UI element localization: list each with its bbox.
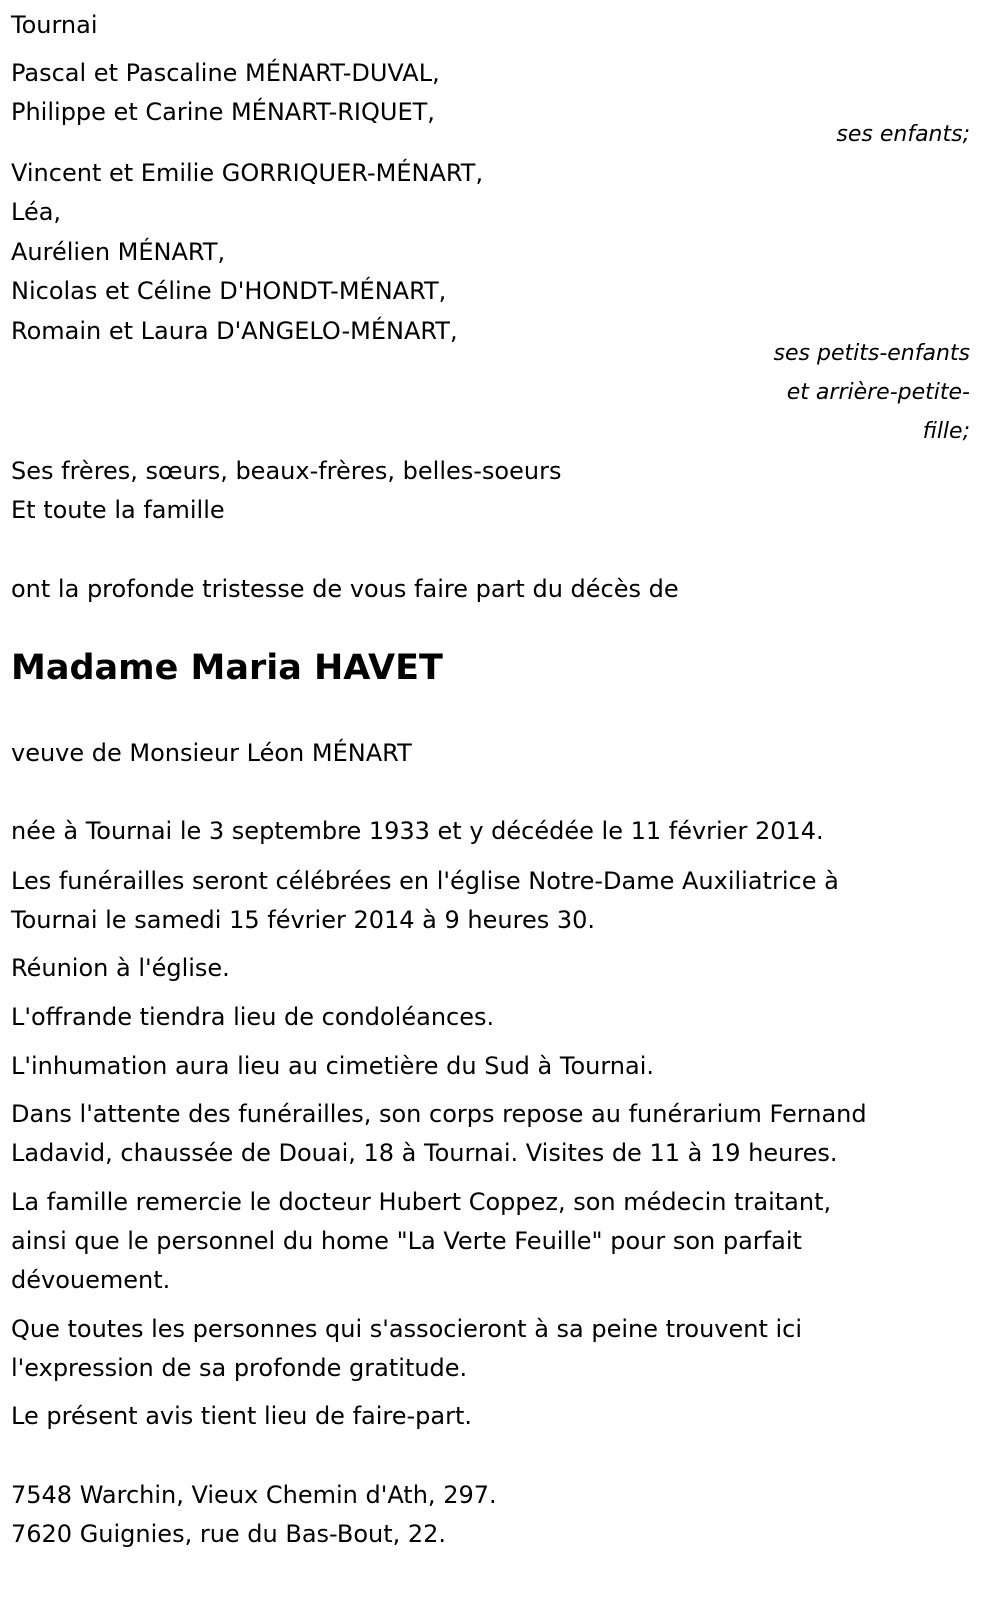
thanks-text: La famille remercie le docteur Hubert Coppez, son médecin traitant, <box>11 1188 832 1216</box>
funeral-text: Tournai le samedi 15 février 2014 à 9 heures 30. <box>11 906 596 934</box>
grandchildren-label: fille; <box>922 419 970 444</box>
gratitude-text: Que toutes les personnes qui s'associeront à sa peine trouvent ici <box>11 1315 803 1343</box>
birth-death-text: née à Tournai le 3 septembre 1933 et y décédée le 11 février 2014. <box>11 817 824 845</box>
family-line: Ses frères, sœurs, beaux-frères, belles-soeurs <box>11 457 562 485</box>
children-label: ses enfants; <box>836 122 970 147</box>
grandchildren-line: Vincent et Emilie GORRIQUER-MÉNART, <box>11 159 484 187</box>
grandchildren-label: et arrière-petite- <box>786 380 970 405</box>
grandchildren-line: Romain et Laura D'ANGELO-MÉNART, <box>11 317 458 345</box>
funeral-text: Les funérailles seront célébrées en l'église Notre-Dame Auxiliatrice à <box>11 867 839 895</box>
children-line: Pascal et Pascaline MÉNART-DUVAL, <box>11 59 440 87</box>
grandchildren-label: ses petits-enfants <box>773 341 970 366</box>
burial-text: L'inhumation aura lieu au cimetière du Sud à Tournai. <box>11 1052 655 1080</box>
offering-text: L'offrande tiendra lieu de condoléances. <box>11 1003 495 1031</box>
grandchildren-line: Aurélien MÉNART, <box>11 238 226 266</box>
grandchildren-line: Nicolas et Céline D'HONDT-MÉNART, <box>11 277 447 305</box>
family-line: Et toute la famille <box>11 496 225 524</box>
address-line: 7620 Guignies, rue du Bas-Bout, 22. <box>11 1520 447 1548</box>
city-name: Tournai <box>11 11 98 39</box>
gratitude-text: l'expression de sa profonde gratitude. <box>11 1354 468 1382</box>
address-line: 7548 Warchin, Vieux Chemin d'Ath, 297. <box>11 1481 497 1509</box>
deceased-name: Madame Maria HAVET <box>11 648 443 688</box>
funerarium-text: Dans l'attente des funérailles, son corps repose au funérarium Fernand <box>11 1100 867 1128</box>
thanks-text: ainsi que le personnel du home "La Verte Feuille" pour son parfait <box>11 1227 802 1255</box>
thanks-text: dévouement. <box>11 1266 171 1294</box>
notice-text: Le présent avis tient lieu de faire-part. <box>11 1402 473 1430</box>
grandchildren-line: Léa, <box>11 198 62 226</box>
widow-of-text: veuve de Monsieur Léon MÉNART <box>11 739 412 767</box>
funerarium-text: Ladavid, chaussée de Douai, 18 à Tournai. Visites de 11 à 19 heures. <box>11 1139 838 1167</box>
announcement-text: ont la profonde tristesse de vous faire part du décès de <box>11 575 679 603</box>
children-line: Philippe et Carine MÉNART-RIQUET, <box>11 98 435 126</box>
meeting-text: Réunion à l'église. <box>11 954 230 982</box>
